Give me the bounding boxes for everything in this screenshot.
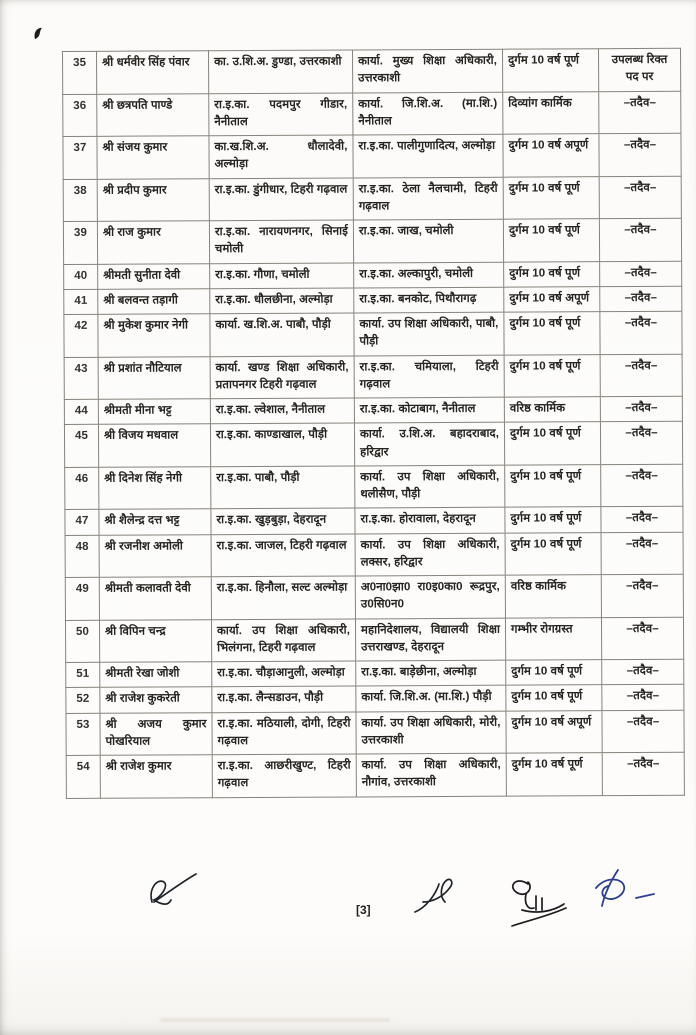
transfer-reason-cell: दुर्गम 10 वर्ष पूर्ण [505, 532, 601, 575]
new-posting-cell: कार्या. जि.शि.अ. (मा.शि.) नैनीताल [353, 92, 503, 135]
remark-cell: –तदैव– [602, 685, 684, 711]
transfer-reason-cell: दिव्यांग कार्मिक [503, 91, 599, 134]
table-row [66, 685, 684, 713]
new-posting-cell: कार्या. जि.शि.अ. (मा.शि.) पौड़ी [356, 685, 506, 711]
current-posting-cell: रा.इ.का. जाजल, टिहरी गढ़वाल [211, 533, 355, 576]
serial-number-cell: 53 [66, 713, 100, 756]
transfer-reason-cell: दुर्गम 10 वर्ष पूर्ण [504, 422, 600, 465]
transfer-table-wrapper [62, 48, 686, 799]
employee-name-cell: श्री छत्रपति पाण्डे [97, 93, 209, 136]
employee-name-cell: श्रीमती कलावती देवी [99, 577, 211, 620]
current-posting-cell: का.ख.शि.अ. धौलादेवी, अल्मोड़ा [209, 135, 353, 178]
remark-cell: –तदैव– [601, 464, 683, 507]
new-posting-cell: कार्या. मुख्य शिक्षा अधिकारी, उत्तरकाशी [352, 49, 502, 92]
new-posting-cell: रा.इ.का. ठेला नैलचामी, टिहरी गढ़वाल [353, 177, 503, 220]
current-posting-cell: रा.इ.का. ल्वेशाल, नैनीताल [210, 398, 354, 424]
employee-name-cell: श्री राज कुमार [97, 221, 209, 264]
table-row [63, 48, 681, 94]
employee-name-cell: श्री रजनीश अमोली [99, 534, 211, 577]
serial-number-cell: 47 [65, 510, 99, 535]
table-row [65, 507, 683, 535]
employee-name-cell: श्री मुकेश कुमार नेगी [98, 314, 210, 357]
employee-name-cell: श्री दिनेश सिंह नेगी [99, 466, 211, 509]
current-posting-cell: कार्या. खण्ड शिक्षा अधिकारी, प्रतापनगर टिहरी गढ़वाल [210, 355, 354, 398]
remark-cell: –तदैव– [599, 176, 681, 219]
remark-cell: –तदैव– [602, 710, 684, 753]
scan-smudge [160, 1018, 390, 1022]
current-posting-cell: रा.इ.का. लैन्सडाउन, पौड़ी [212, 686, 356, 712]
transfer-reason-cell: गम्भीर रोगग्रस्त [505, 617, 601, 660]
new-posting-cell: कार्या. उप शिक्षा अधिकारी, थलीसैण, पौड़ी [355, 465, 505, 508]
employee-name-cell: श्रीमती सुनीता देवी [98, 263, 210, 289]
transfer-reason-cell: दुर्गम 10 वर्ष पूर्ण [504, 354, 600, 397]
serial-number-cell: 46 [65, 467, 99, 510]
remark-cell: –तदैव– [600, 396, 682, 422]
signature-3 [500, 874, 590, 946]
remark-cell: –तदैव– [600, 261, 682, 287]
table-row [66, 752, 684, 798]
transfer-reason-cell: दुर्गम 10 वर्ष अपूर्ण [506, 710, 602, 753]
serial-number-cell: 36 [63, 94, 97, 137]
serial-number-cell: 52 [66, 688, 100, 713]
table-row [64, 354, 682, 400]
employee-name-cell: श्री प्रदीप कुमार [97, 178, 209, 221]
table-row [65, 464, 683, 510]
table-row [64, 311, 682, 357]
current-posting-cell: कार्या. उप शिक्षा अधिकारी, भिलंगना, टिहरी गढ़वाल [211, 618, 355, 661]
serial-number-cell: 35 [63, 51, 97, 94]
serial-number-cell: 40 [64, 264, 98, 289]
signature-4 [588, 868, 668, 916]
transfer-reason-cell: दुर्गम 10 वर्ष पूर्ण [503, 219, 599, 262]
transfer-reason-cell: वरिष्ठ कार्मिक [504, 397, 600, 423]
new-posting-cell: कार्या. उ.शि.अ. बहादराबाद, हरिद्वार [354, 422, 504, 465]
serial-number-cell: 49 [65, 577, 99, 620]
employee-name-cell: श्री विपिन चन्द्र [99, 619, 211, 662]
current-posting-cell: का. उ.शि.अ. डुण्डा, उत्तरकाशी [209, 50, 353, 93]
ink-blot-mark [32, 26, 46, 42]
current-posting-cell: रा.इ.का. मठियाली, दोगी, टिहरी गढ़वाल [212, 711, 356, 754]
remark-cell: –तदैव– [600, 311, 682, 354]
current-posting-cell: रा.इ.का. आछरीखुण्ट, टिहरी गढ़वाल [212, 754, 356, 797]
employee-name-cell: श्री राजेश कुकरेती [100, 687, 212, 713]
serial-number-cell: 45 [64, 425, 98, 468]
employee-name-cell: श्री अजय कुमार पोखरियाल [100, 712, 212, 755]
transfer-reason-cell: दुर्गम 10 वर्ष पूर्ण [505, 507, 601, 533]
transfer-reason-cell: दुर्गम 10 वर्ष पूर्ण [502, 49, 598, 92]
table-row [63, 133, 681, 179]
new-posting-cell: रा.इ.का. बनकोट, पिथौरागढ़ [354, 287, 504, 313]
serial-number-cell: 37 [63, 136, 97, 179]
remark-cell: –तदैव– [601, 617, 683, 660]
table-row [65, 574, 683, 620]
current-posting-cell: रा.इ.का. चौड़ाआनुली, अल्मोड़ा [212, 661, 356, 687]
new-posting-cell: अ0ना0झा0 रा0इ0का0 रूद्रपुर, उ0सि0न0 [355, 575, 505, 618]
current-posting-cell: रा.इ.का. पदमपुर गीडार, नैनीताल [209, 92, 353, 135]
current-posting-cell: कार्या. ख.शि.अ. पाबौ, पौड़ी [210, 313, 354, 356]
current-posting-cell: रा.इ.का. धौलछीना, अल्मोड़ा [210, 288, 354, 314]
employee-name-cell: श्री प्रशांत नौटियाल [98, 356, 210, 399]
new-posting-cell: महानिदेशालय, विद्यालयी शिक्षा उत्तराखण्ड, देहरादून [355, 618, 505, 661]
transfer-reason-cell: दुर्गम 10 वर्ष पूर्ण [504, 261, 600, 287]
transfer-reason-cell: दुर्गम 10 वर्ष अपूर्ण [503, 134, 599, 177]
transfer-reason-cell: दुर्गम 10 वर्ष अपूर्ण [504, 286, 600, 312]
employee-name-cell: श्री शैलेन्द्र दत्त भट्ट [99, 509, 211, 535]
employee-name-cell: श्रीमती मीना भट्ट [98, 399, 210, 425]
remark-cell: –तदैव– [599, 133, 681, 176]
transfer-reason-cell: दुर्गम 10 वर्ष पूर्ण [504, 312, 600, 355]
table-row [64, 422, 682, 468]
serial-number-cell: 41 [64, 289, 98, 314]
new-posting-cell: कार्या. उप शिक्षा अधिकारी, लक्सर, हरिद्वार [355, 533, 505, 576]
remark-cell: –तदैव– [602, 752, 684, 795]
remark-cell: –तदैव– [601, 507, 683, 533]
serial-number-cell: 39 [63, 221, 97, 264]
current-posting-cell: रा.इ.का. नारायणनगर, सिनाई चमोली [209, 220, 353, 263]
transfer-reason-cell: दुर्गम 10 वर्ष पूर्ण [506, 685, 602, 711]
serial-number-cell: 50 [65, 620, 99, 663]
new-posting-cell: कार्या. उप शिक्षा अधिकारी, मोरी, उत्तरकाशी [356, 711, 506, 754]
serial-number-cell: 48 [65, 535, 99, 578]
new-posting-cell: रा.इ.का. पालीगुणादित्य, अल्मोड़ा [353, 134, 503, 177]
table-row [66, 710, 684, 756]
table-row [65, 617, 683, 663]
new-posting-cell: रा.इ.का. कोटाबाग, नैनीताल [354, 397, 504, 423]
remark-cell: –तदैव– [599, 91, 681, 134]
serial-number-cell: 51 [66, 662, 100, 687]
current-posting-cell: रा.इ.का. हिनौला, सल्ट अल्मोड़ा [211, 576, 355, 619]
table-row [65, 532, 683, 578]
employee-name-cell: श्री संजय कुमार [97, 136, 209, 179]
table-row [63, 218, 681, 264]
employee-name-cell: श्री बलवन्त तड़ागी [98, 288, 210, 314]
page-number: [3] [356, 903, 371, 917]
signature-1 [138, 872, 213, 922]
remark-cell: –तदैव– [600, 286, 682, 312]
employee-name-cell: श्री राजेश कुमार [100, 755, 212, 798]
serial-number-cell: 42 [64, 314, 98, 357]
employee-name-cell: श्री धर्मवीर सिंह पंवार [97, 51, 209, 94]
remark-cell: उपलब्ध रिक्त पद पर [598, 48, 680, 91]
remark-cell: –तदैव– [602, 659, 684, 685]
current-posting-cell: रा.इ.का. पाबौ, पौड़ी [211, 466, 355, 509]
remark-cell: –तदैव– [601, 532, 683, 575]
table-row [63, 176, 681, 222]
current-posting-cell: रा.इ.का. गौणा, चमोली [210, 262, 354, 288]
employee-name-cell: श्रीमती रेखा जोशी [100, 662, 212, 688]
current-posting-cell: रा.इ.का. डुंगीधार, टिहरी गढ़वाल [209, 177, 353, 220]
serial-number-cell: 38 [63, 179, 97, 222]
transfer-table [62, 48, 685, 799]
new-posting-cell: कार्या. उप शिक्षा अधिकारी, पाबौ, पौड़ी [354, 312, 504, 355]
remark-cell: –तदैव– [599, 218, 681, 261]
new-posting-cell: रा.इ.का. होरावाला, देहरादून [355, 507, 505, 533]
remark-cell: –तदैव– [601, 574, 683, 617]
table-row [63, 91, 681, 137]
current-posting-cell: रा.इ.का. काण्डाखाल, पौड़ी [210, 423, 354, 466]
serial-number-cell: 43 [64, 357, 98, 400]
employee-name-cell: श्री विजय मधवाल [98, 424, 210, 467]
new-posting-cell: रा.इ.का. जाख, चमोली [353, 219, 503, 262]
table-row [64, 286, 682, 314]
serial-number-cell: 54 [66, 755, 100, 798]
remark-cell: –तदैव– [600, 354, 682, 397]
table-row [66, 659, 684, 687]
table-row [64, 396, 682, 424]
new-posting-cell: रा.इ.का. चमियाला, टिहरी गढ़वाल [354, 355, 504, 398]
transfer-reason-cell: दुर्गम 10 वर्ष पूर्ण [506, 660, 602, 686]
new-posting-cell: रा.इ.का. अल्कापुरी, चमोली [354, 262, 504, 288]
transfer-reason-cell: वरिष्ठ कार्मिक [505, 575, 601, 618]
remark-cell: –तदैव– [600, 422, 682, 465]
transfer-table-body [63, 48, 685, 798]
table-row [64, 261, 682, 289]
transfer-reason-cell: दुर्गम 10 वर्ष पूर्ण [506, 753, 602, 796]
new-posting-cell: रा.इ.का. बाड़ेछीना, अल्मोड़ा [356, 660, 506, 686]
current-posting-cell: रा.इ.का. खुड़बुड़ा, देहरादून [211, 508, 355, 534]
transfer-reason-cell: दुर्गम 10 वर्ष पूर्ण [503, 176, 599, 219]
serial-number-cell: 44 [64, 399, 98, 424]
new-posting-cell: कार्या. उप शिक्षा अधिकारी, नौगांव, उत्तरकाशी [356, 753, 506, 796]
signature-2 [405, 872, 465, 927]
transfer-reason-cell: दुर्गम 10 वर्ष पूर्ण [505, 464, 601, 507]
